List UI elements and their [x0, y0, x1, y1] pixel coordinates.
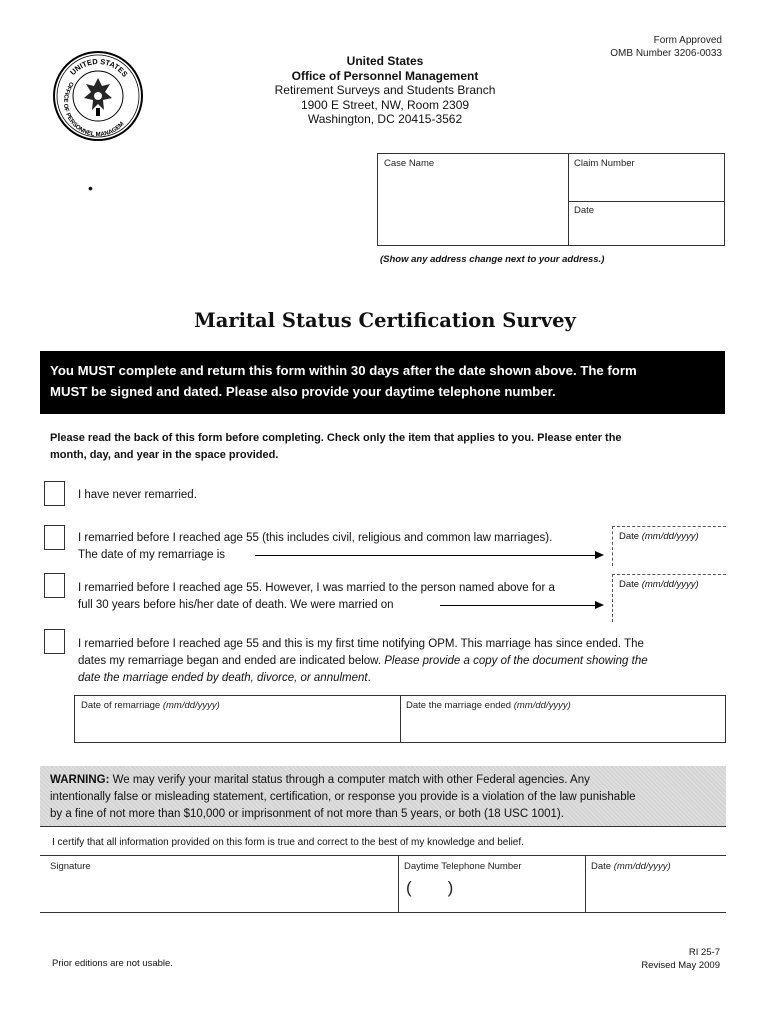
- seal-top-text: UNITED STATES: [68, 56, 130, 79]
- date-of-remarriage-label: Date of remarriage: [81, 700, 163, 711]
- certification-statement: I certify that all information provided on this form is true and correct to the best of my knowledge and belief.: [40, 826, 726, 848]
- form-number: RI 25-7: [688, 947, 720, 958]
- instructions-line-2: month, day, and year in the space provided.: [50, 449, 279, 461]
- revision-date: Revised May 2009: [641, 960, 720, 971]
- agency-line-5: Washington, DC 20415-3562: [307, 112, 463, 126]
- never-remarried-checkbox[interactable]: [44, 481, 65, 506]
- opt3-date-label: Date: [619, 579, 642, 590]
- remarriage-date-field[interactable]: [612, 526, 726, 566]
- banner-line-1: You MUST complete and return this form within 30 days after the date shown above. The form: [50, 363, 637, 378]
- opt3-date-format: (mm/dd/yyyy): [641, 579, 699, 590]
- opt2-arrow-line: [255, 555, 595, 556]
- opt3-arrow-line: [440, 605, 595, 606]
- seal-side-text: OFFICE OF PERSONNEL MANAGEM: [61, 80, 126, 139]
- opt2-line-1: I remarried before I reached age 55 (this includes civil, religious and common law marriages).: [78, 532, 553, 544]
- marriage-date-field[interactable]: [612, 574, 726, 622]
- opt4-line-2-text: dates my remarriage began and ended are indicated below.: [78, 655, 385, 667]
- form-approved-text: Form Approved: [653, 35, 722, 46]
- agency-line-4: 1900 E Street, NW, Room 2309: [300, 97, 470, 112]
- opt4-line-3-period: .: [367, 672, 371, 684]
- agency-address: [230, 54, 540, 127]
- deadline-banner: [40, 351, 725, 414]
- signature-row: [40, 855, 726, 913]
- first-time-notifying-label: [78, 636, 728, 687]
- opt2-date-format: (mm/dd/yyyy): [641, 531, 699, 542]
- opt4-line-1: I remarried before I reached age 55 and this is my first time notifying OPM. This marriage has since ended. The: [78, 638, 644, 650]
- warning-label: WARNING:: [50, 774, 110, 786]
- opm-seal: [52, 50, 144, 142]
- date-marriage-ended-format: (mm/dd/yyyy): [513, 700, 571, 711]
- agency-line-3: Retirement Surveys and Students Branch: [274, 83, 496, 97]
- instructions-line-1: Please read the back of this form before completing. Check only the item that applies to you. Please enter the: [50, 432, 622, 444]
- case-name-label: Case Name: [384, 158, 435, 169]
- opt2-line-2: The date of my remarriage is: [78, 549, 226, 561]
- phone-field[interactable]: [404, 861, 582, 909]
- warning-box: [40, 766, 726, 826]
- opt3-line-1: I remarried before I reached age 55. However, I was married to the person named above for a: [78, 582, 555, 594]
- case-date-label: Date: [574, 205, 595, 216]
- banner-line-2: MUST be signed and dated. Please also provide your daytime telephone number.: [50, 384, 556, 399]
- opt4-line-3-italic: date the marriage ended by death, divorce, or annulment: [78, 672, 368, 684]
- instructions: [50, 430, 725, 464]
- signature-field[interactable]: [50, 861, 390, 909]
- opt2-arrow-head-icon: [595, 551, 604, 559]
- agency-line-1: United States: [346, 54, 424, 68]
- first-time-notifying-checkbox[interactable]: [44, 629, 65, 654]
- warning-line-2: intentionally false or misleading statement, certification, or response you provide is a violation of the law punishable: [50, 791, 636, 803]
- opt4-line-2-italic: Please provide a copy of the document showing the: [384, 655, 648, 667]
- case-info-box: [377, 153, 725, 246]
- date-of-remarriage-format: (mm/dd/yyyy): [162, 700, 220, 711]
- signature-label: Signature: [50, 861, 91, 872]
- address-change-note: (Show any address change next to your address.): [380, 254, 605, 265]
- prior-editions-note: Prior editions are not usable.: [52, 958, 173, 969]
- opt3-line-2: full 30 years before his/her date of death. We were married on: [78, 599, 394, 611]
- claim-number-label: Claim Number: [574, 158, 635, 169]
- never-remarried-label: I have never remarried.: [78, 489, 197, 501]
- phone-label: Daytime Telephone Number: [404, 861, 522, 872]
- date-marriage-ended-label: Date the marriage ended: [406, 700, 514, 711]
- form-id-block: [641, 946, 720, 972]
- date-marriage-ended-field[interactable]: [406, 700, 716, 740]
- warning-line-3: by a fine of not more than $10,000 or imprisonment of not more than 5 years, or both (18 USC 1001).: [50, 808, 564, 820]
- married-30-years-checkbox[interactable]: [44, 573, 65, 598]
- phone-paren-open: (: [406, 878, 412, 897]
- remarried-before-55-label: [78, 530, 552, 564]
- opt3-arrow-head-icon: [595, 601, 604, 609]
- signature-date-field[interactable]: [591, 861, 721, 909]
- opm-seal-graphic: [52, 50, 144, 142]
- page-title: Marital Status Certification Survey: [194, 309, 576, 332]
- remarriage-dates-box: [74, 695, 726, 743]
- phone-paren-close: ): [447, 878, 454, 897]
- signature-date-format: (mm/dd/yyyy): [613, 861, 671, 872]
- remarried-before-55-checkbox[interactable]: [44, 525, 65, 550]
- agency-line-2: Office of Personnel Management: [291, 68, 479, 83]
- omb-number: OMB Number 3206-0033: [610, 48, 722, 59]
- warning-line-1: We may verify your marital status through a computer match with other Federal agencies. Any: [109, 774, 590, 786]
- opt2-date-label: Date: [619, 531, 642, 542]
- signature-date-label: Date: [591, 861, 614, 872]
- date-of-remarriage-field[interactable]: [81, 700, 391, 740]
- form-approval-block: [610, 34, 722, 60]
- married-30-years-label: [78, 580, 555, 614]
- address-bullet: •: [88, 180, 93, 196]
